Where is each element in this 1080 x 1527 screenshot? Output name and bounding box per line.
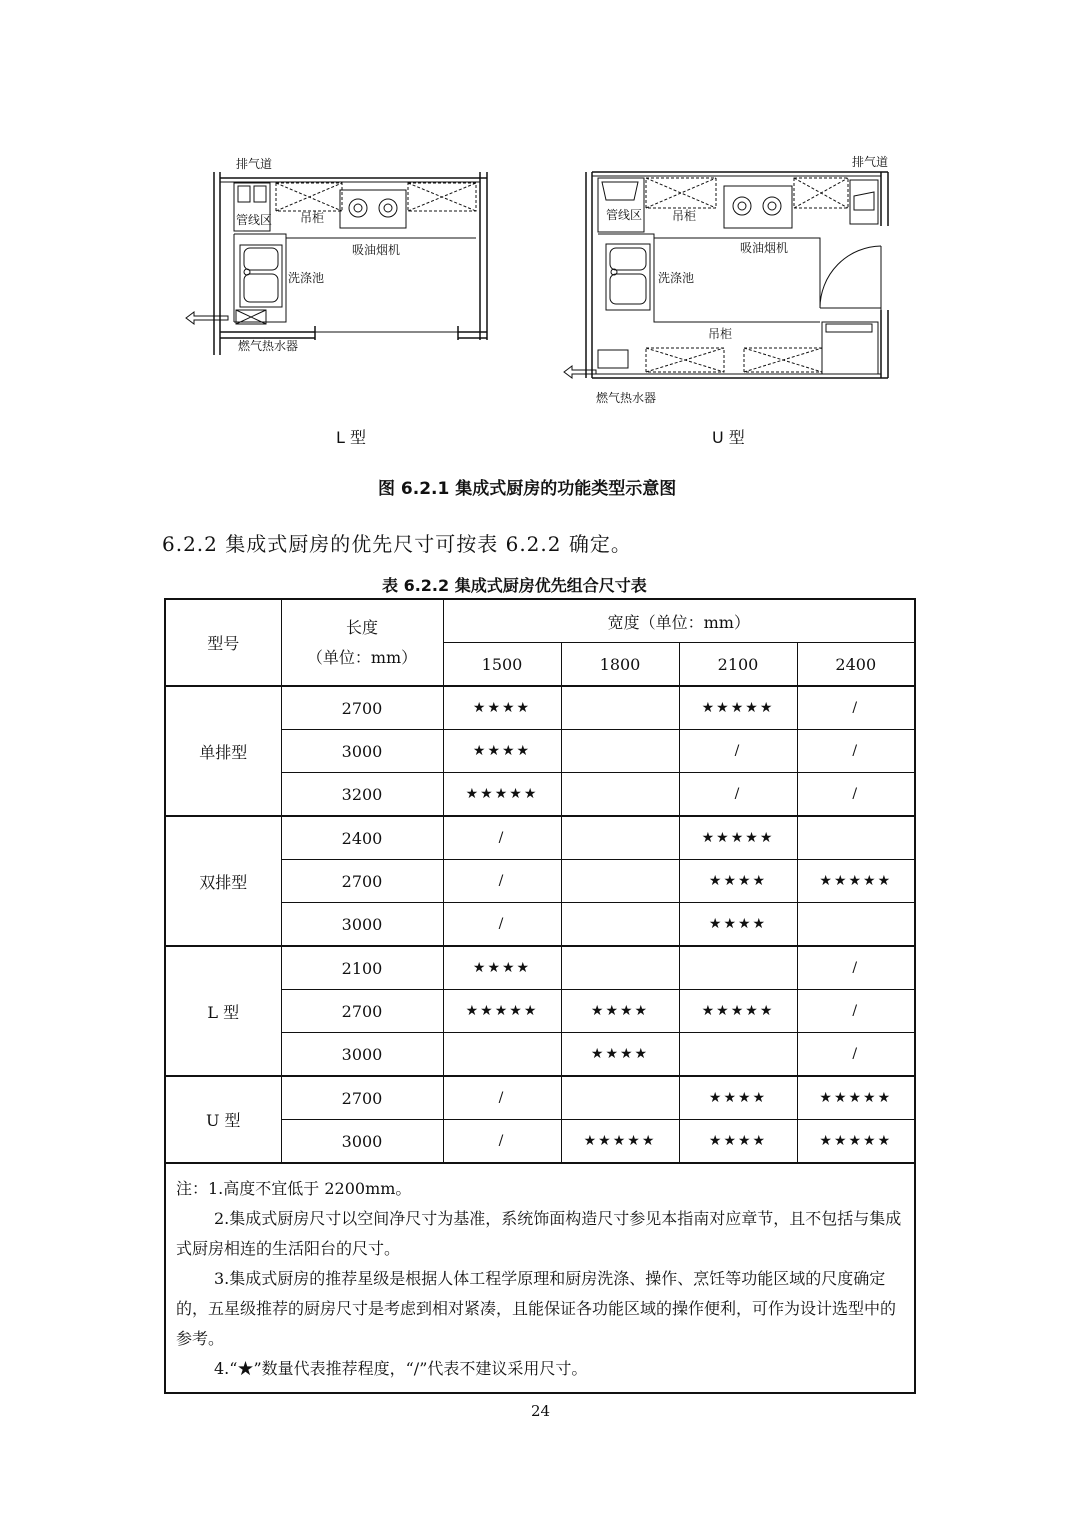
cell: /	[679, 730, 797, 773]
u-wall-cabinet-2-label: 吊柜	[708, 327, 733, 341]
u-water-heater-label: 燃气热水器	[596, 391, 657, 405]
cell: ★★★★★	[679, 816, 797, 860]
cell: /	[797, 730, 915, 773]
cell	[561, 686, 679, 730]
cell: /	[679, 773, 797, 817]
cell	[443, 1033, 561, 1077]
size-table	[164, 598, 916, 1394]
cell: ★★★★★	[797, 1120, 915, 1164]
cell: ★★★★	[561, 1033, 679, 1077]
note-1: 注：1.高度不宜低于 2200mm。	[176, 1179, 412, 1198]
l-type-floor-plan	[180, 150, 510, 360]
row-length: 3000	[281, 903, 443, 947]
cell: ★★★★	[443, 730, 561, 773]
group-name: 单排型	[165, 686, 281, 816]
cell: ★★★★★	[797, 1076, 915, 1120]
header-length	[281, 599, 443, 686]
note-4: 4.“★”数量代表推荐程度，“/”代表不建议采用尺寸。	[214, 1359, 588, 1378]
cell: /	[443, 1076, 561, 1120]
row-length: 2400	[281, 816, 443, 860]
header-model: 型号	[165, 599, 281, 686]
cell: ★★★★	[443, 686, 561, 730]
cell	[561, 730, 679, 773]
row-length: 3200	[281, 773, 443, 817]
header-width-2100: 2100	[679, 643, 797, 687]
cell: ★★★★★	[679, 990, 797, 1033]
cell	[797, 816, 915, 860]
cell: /	[797, 686, 915, 730]
exhaust-label: 排气道	[236, 157, 273, 171]
table-row	[165, 946, 915, 990]
table-title: 表 6.2.2 集成式厨房优先组合尺寸表	[382, 576, 647, 595]
group-name: L 型	[165, 946, 281, 1076]
cell: /	[443, 903, 561, 947]
cell: /	[797, 946, 915, 990]
u-range-hood-label: 吸油烟机	[740, 241, 789, 255]
cell: ★★★★	[561, 990, 679, 1033]
header-width-1800: 1800	[561, 643, 679, 687]
wall-cabinet-label: 吊柜	[300, 211, 325, 225]
note-3: 3.集成式厨房的推荐星级是根据人体工程学原理和厨房洗涤、操作、烹饪等功能区域的尺度确定的，五星级推荐的厨房尺寸是考虑到相对紧凑，且能保证各功能区域的操作便利，可作为设计选型中的参考。	[176, 1269, 897, 1348]
water-heater-label: 燃气热水器	[238, 339, 299, 353]
page-number: 24	[531, 1402, 551, 1420]
row-length: 2700	[281, 1076, 443, 1120]
cell: /	[797, 990, 915, 1033]
row-length: 2700	[281, 990, 443, 1033]
section-text: 6.2.2 集成式厨房的优先尺寸可按表 6.2.2 确定。	[162, 532, 632, 556]
cell: ★★★★★	[443, 773, 561, 817]
cell	[561, 946, 679, 990]
cell	[679, 1033, 797, 1077]
table-row	[165, 1076, 915, 1120]
u-pipe-zone-label: 管线区	[606, 208, 643, 222]
cell: ★★★★	[679, 1120, 797, 1164]
row-length: 2100	[281, 946, 443, 990]
header-length-unit: （单位：mm）	[306, 647, 418, 667]
sink-label: 洗涤池	[288, 271, 325, 285]
header-width-1500: 1500	[443, 643, 561, 687]
cell: ★★★★	[679, 903, 797, 947]
cell	[561, 1076, 679, 1120]
row-length: 2700	[281, 686, 443, 730]
row-length: 3000	[281, 1033, 443, 1077]
row-length: 3000	[281, 730, 443, 773]
u-type-floor-plan	[558, 150, 898, 410]
cell: /	[797, 1033, 915, 1077]
table-row	[165, 686, 915, 730]
cell: ★★★★	[679, 860, 797, 903]
cell	[561, 773, 679, 817]
cell: /	[443, 860, 561, 903]
cell: ★★★★	[679, 1076, 797, 1120]
cell: /	[443, 1120, 561, 1164]
header-width-2400: 2400	[797, 643, 915, 687]
l-type-label: L 型	[336, 428, 367, 447]
cell: ★★★★★	[443, 990, 561, 1033]
u-exhaust-label: 排气道	[852, 155, 889, 169]
cell	[797, 903, 915, 947]
row-length: 3000	[281, 1120, 443, 1164]
figure-caption: 图 6.2.1 集成式厨房的功能类型示意图	[378, 479, 677, 499]
table-notes	[165, 1163, 915, 1393]
cell: ★★★★★	[679, 686, 797, 730]
cell: /	[443, 816, 561, 860]
group-name: U 型	[165, 1076, 281, 1163]
u-sink-label: 洗涤池	[658, 271, 695, 285]
pipe-zone-label: 管线区	[236, 213, 273, 227]
cell	[561, 860, 679, 903]
cell	[561, 816, 679, 860]
cell: ★★★★★	[561, 1120, 679, 1164]
u-wall-cabinet-label: 吊柜	[672, 209, 697, 223]
cell: ★★★★	[443, 946, 561, 990]
row-length: 2700	[281, 860, 443, 903]
group-name: 双排型	[165, 816, 281, 946]
cell: ★★★★★	[797, 860, 915, 903]
cell: /	[797, 773, 915, 817]
range-hood-label: 吸油烟机	[352, 243, 401, 257]
header-width: 宽度（单位：mm）	[443, 599, 915, 643]
cell	[679, 946, 797, 990]
table-row	[165, 816, 915, 860]
note-2: 2.集成式厨房尺寸以空间净尺寸为基准，系统饰面构造尺寸参见本指南对应章节，且不包括与集成式厨房相连的生活阳台的尺寸。	[176, 1209, 902, 1258]
u-type-label: U 型	[712, 428, 745, 447]
header-length-label: 长度	[345, 617, 378, 637]
cell	[561, 903, 679, 947]
